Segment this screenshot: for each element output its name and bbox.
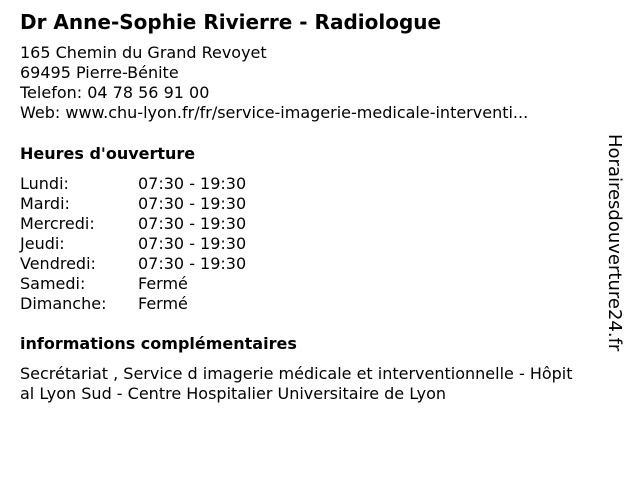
hours-row-sunday (20, 294, 280, 314)
hours-time: 07:30 - 19:30 (138, 234, 247, 253)
hours-row-tuesday (20, 194, 280, 214)
phone-number[interactable]: Telefon: 04 78 56 91 00 (20, 83, 210, 102)
address-street: 165 Chemin du Grand Revoyet (20, 43, 267, 62)
hours-time: Fermé (138, 294, 188, 313)
hours-row-wednesday (20, 214, 280, 234)
hours-day: Vendredi: (20, 254, 96, 273)
hours-heading: Heures d'ouverture (20, 144, 196, 163)
hours-time: Fermé (138, 274, 188, 293)
hours-row-saturday (20, 274, 280, 294)
hours-day: Mardi: (20, 194, 70, 213)
hours-day: Jeudi: (20, 234, 65, 253)
hours-time: 07:30 - 19:30 (138, 194, 247, 213)
info-line: al Lyon Sud - Centre Hospitalier Universitaire de Lyon (20, 384, 447, 403)
website-link[interactable]: Web: www.chu-lyon.fr/fr/service-imagerie-medicale-interventi... (20, 103, 529, 122)
hours-time: 07:30 - 19:30 (138, 254, 247, 273)
hours-day: Dimanche: (20, 294, 107, 313)
hours-time: 07:30 - 19:30 (138, 214, 247, 233)
hours-time: 07:30 - 19:30 (138, 174, 247, 193)
hours-row-monday (20, 174, 280, 194)
info-text (20, 364, 610, 404)
hours-day: Lundi: (20, 174, 69, 193)
hours-row-thursday (20, 234, 280, 254)
info-heading: informations complémentaires (20, 334, 297, 353)
hours-day: Mercredi: (20, 214, 95, 233)
site-brand-vertical: Horairesdouverture24.fr (604, 134, 625, 352)
hours-day: Samedi: (20, 274, 86, 293)
hours-row-friday (20, 254, 280, 274)
info-line: Secrétariat , Service d imagerie médicale et interventionnelle - Hôpit (20, 364, 573, 383)
hours-table (20, 174, 280, 314)
address-block (20, 43, 528, 123)
address-city: 69495 Pierre-Bénite (20, 63, 179, 82)
page-title: Dr Anne-Sophie Rivierre - Radiologue (20, 10, 442, 34)
